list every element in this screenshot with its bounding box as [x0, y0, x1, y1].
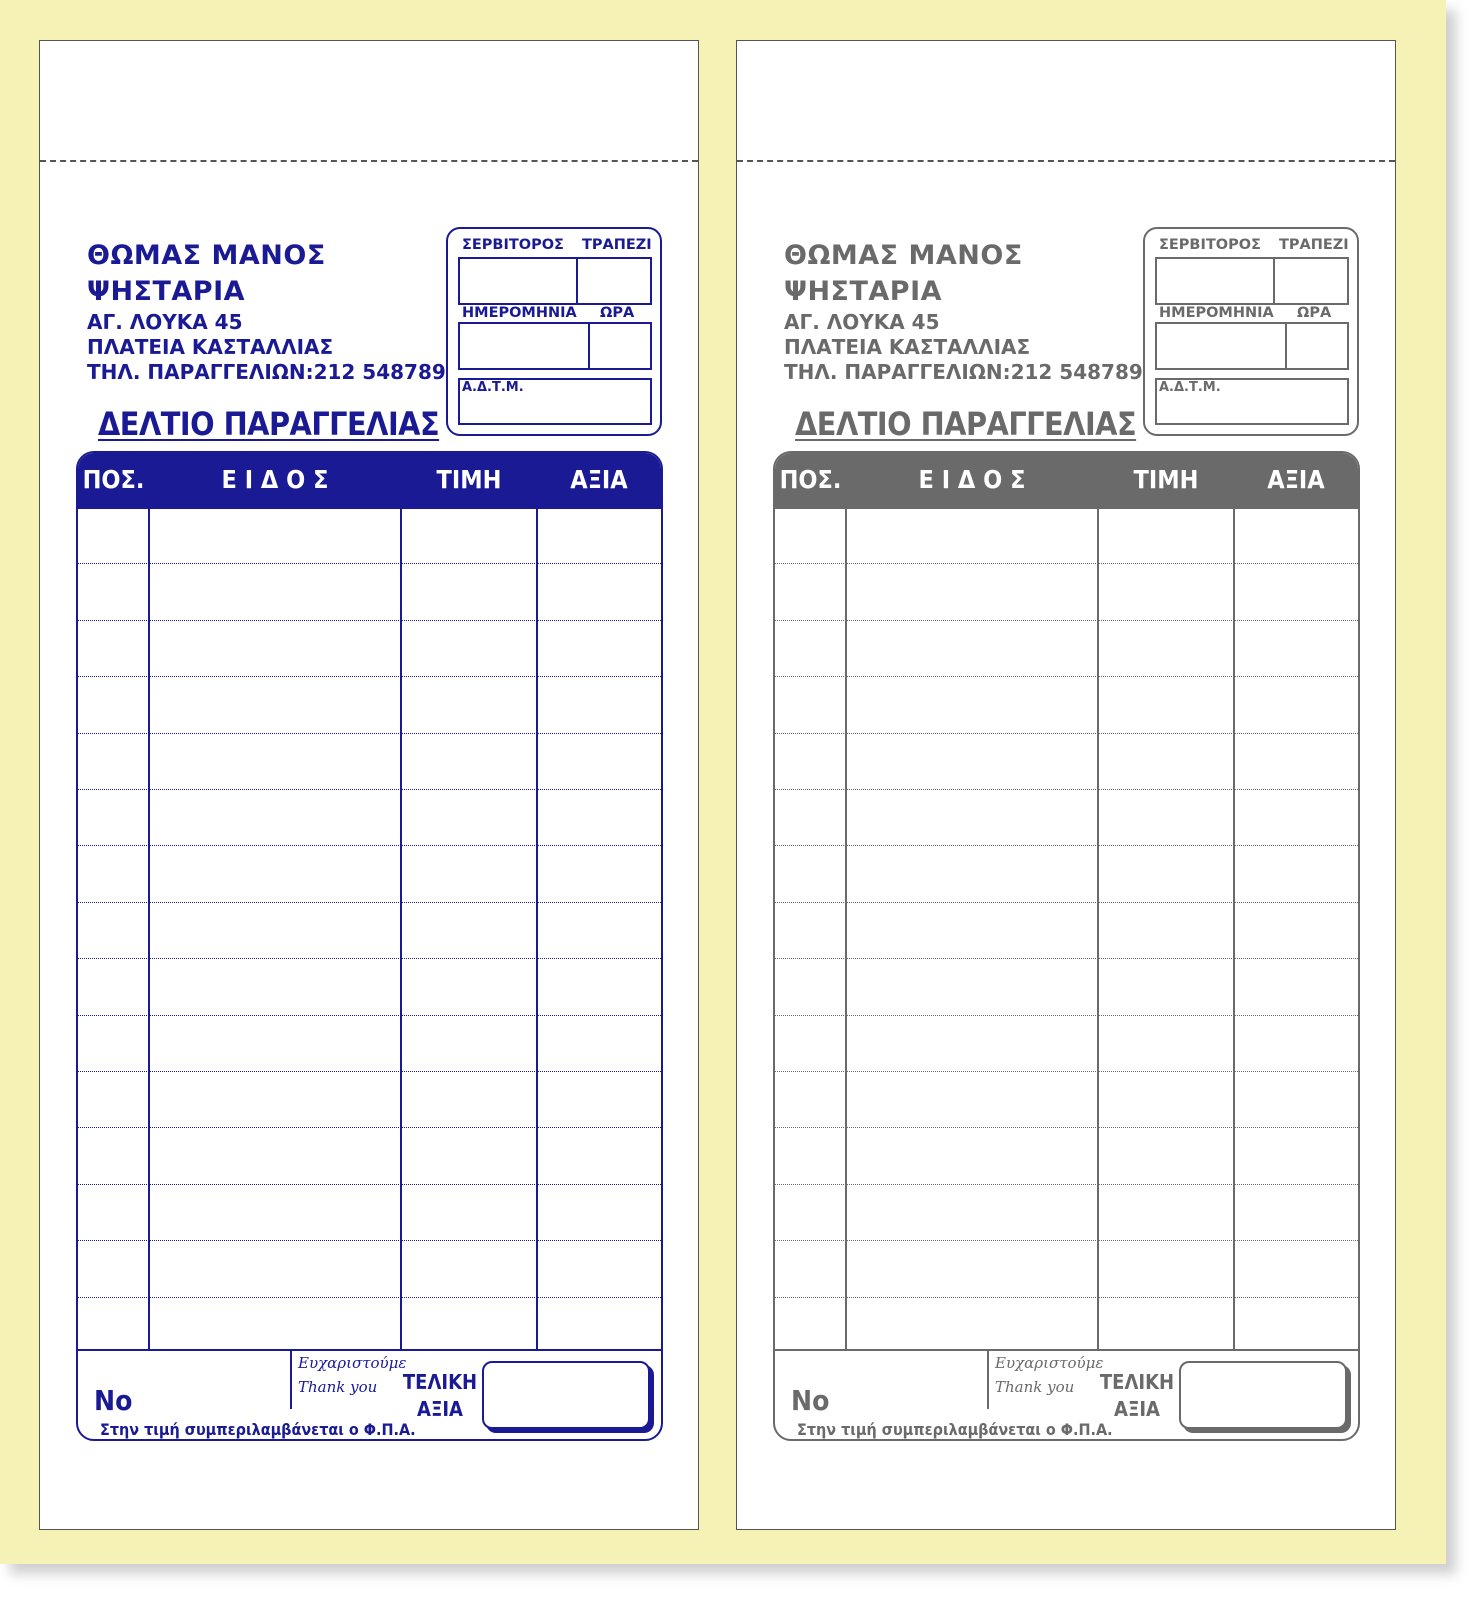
waiter-table-field[interactable]: [458, 257, 652, 305]
business-header: [784, 238, 1143, 385]
col-value: ΑΞΙΑ: [570, 465, 628, 494]
row-rule: [78, 1071, 661, 1072]
total-label-line2: ΑΞΙΑ: [417, 1397, 463, 1421]
order-table: [773, 451, 1360, 1441]
table-label: ΤΡΑΠΕΖΙ: [1279, 237, 1349, 253]
perforation-line: [737, 160, 1395, 162]
adtm-label: Α.Δ.Τ.Μ.: [1159, 380, 1221, 395]
row-rule: [775, 563, 1358, 564]
field-divider: [588, 324, 590, 368]
row-rule: [78, 620, 661, 621]
total-label-line1: ΤΕΛΙΚΗ: [402, 1370, 478, 1394]
row-rule: [775, 902, 1358, 903]
business-type: ΨΗΣΤΑΡΙΑ: [87, 276, 246, 307]
row-rule: [775, 789, 1358, 790]
adtm-field[interactable]: [1155, 378, 1349, 425]
row-rule: [78, 733, 661, 734]
total-label-line2: ΑΞΙΑ: [1114, 1397, 1160, 1421]
row-rule: [78, 563, 661, 564]
business-header: [87, 238, 446, 385]
slip-number-label: No: [791, 1384, 830, 1417]
thanks-note: [987, 1351, 1104, 1409]
row-rule: [775, 1240, 1358, 1241]
col-item: Ε Ι Δ Ο Σ: [918, 465, 1026, 494]
field-divider: [1273, 259, 1275, 303]
business-address: ΑΓ. ΛΟΥΚΑ 45: [784, 310, 940, 334]
time-label: ΩΡΑ: [1297, 305, 1332, 321]
table-header: [78, 453, 661, 507]
col-price: ΤΙΜΗ: [436, 465, 502, 494]
row-rule: [775, 1015, 1358, 1016]
col-quantity: ΠΟΣ.: [779, 465, 842, 494]
document-title: ΔΕΛΤΙΟ ΠΑΡΑΓΓΕΛΙΑΣ: [795, 405, 1137, 443]
total-label-line1: ΤΕΛΙΚΗ: [1099, 1370, 1175, 1394]
date-time-field[interactable]: [1155, 322, 1349, 370]
document-title: ΔΕΛΤΙΟ ΠΑΡΑΓΓΕΛΙΑΣ: [98, 405, 440, 443]
vat-note: Στην τιμή συμπεριλαμβάνεται ο Φ.Π.Α.: [100, 1420, 416, 1439]
row-rule: [78, 1015, 661, 1016]
adtm-label: Α.Δ.Τ.Μ.: [462, 380, 524, 395]
table-header: [775, 453, 1358, 507]
row-rule: [78, 1127, 661, 1128]
business-name: ΘΩΜΑΣ ΜΑΝΟΣ: [784, 240, 1023, 271]
thanks-greek: Ευχαριστούμε: [298, 1354, 407, 1372]
order-slip-original: [39, 40, 699, 1530]
row-rule: [775, 620, 1358, 621]
col-quantity: ΠΟΣ.: [82, 465, 145, 494]
row-rule: [775, 733, 1358, 734]
thanks-english: Thank you: [298, 1378, 378, 1396]
row-rule: [78, 845, 661, 846]
perforation-line: [40, 160, 698, 162]
thanks-note: [290, 1351, 407, 1409]
total-label: [400, 1369, 480, 1423]
header-rule: [775, 507, 1358, 509]
row-rule: [78, 676, 661, 677]
waiter-table-field[interactable]: [1155, 257, 1349, 305]
time-label: ΩΡΑ: [600, 305, 635, 321]
row-rule: [775, 845, 1358, 846]
business-square: ΠΛΑΤΕΙΑ ΚΑΣΤΑΛΛΙΑΣ: [87, 335, 334, 359]
row-rule: [775, 676, 1358, 677]
total-field[interactable]: [1179, 1361, 1347, 1429]
row-rule: [775, 1127, 1358, 1128]
info-box: [446, 227, 662, 436]
total-label: [1097, 1369, 1177, 1423]
date-time-field[interactable]: [458, 322, 652, 370]
thanks-greek: Ευχαριστούμε: [995, 1354, 1104, 1372]
business-phone: ΤΗΛ. ΠΑΡΑΓΓΕΛΙΩΝ:212 548789: [784, 360, 1143, 384]
order-table: [76, 451, 663, 1441]
field-divider: [1285, 324, 1287, 368]
row-rule: [78, 1184, 661, 1185]
row-rule: [775, 1071, 1358, 1072]
row-rule: [78, 789, 661, 790]
row-rule: [78, 1297, 661, 1298]
waiter-label: ΣΕΡΒΙΤΟΡΟΣ: [1159, 237, 1261, 253]
table-label: ΤΡΑΠΕΖΙ: [582, 237, 652, 253]
adtm-field[interactable]: [458, 378, 652, 425]
col-item: Ε Ι Δ Ο Σ: [221, 465, 329, 494]
header-rule: [78, 507, 661, 509]
slip-number-label: No: [94, 1384, 133, 1417]
business-square: ΠΛΑΤΕΙΑ ΚΑΣΤΑΛΛΙΑΣ: [784, 335, 1031, 359]
row-rule: [775, 958, 1358, 959]
col-value: ΑΞΙΑ: [1267, 465, 1325, 494]
total-field[interactable]: [482, 1361, 650, 1429]
row-rule: [775, 1297, 1358, 1298]
business-address: ΑΓ. ΛΟΥΚΑ 45: [87, 310, 243, 334]
business-name: ΘΩΜΑΣ ΜΑΝΟΣ: [87, 240, 326, 271]
field-divider: [576, 259, 578, 303]
row-rule: [78, 1240, 661, 1241]
thanks-english: Thank you: [995, 1378, 1075, 1396]
date-label: ΗΜΕΡΟΜΗΝΙΑ: [462, 305, 577, 321]
col-price: ΤΙΜΗ: [1133, 465, 1199, 494]
row-rule: [78, 902, 661, 903]
order-slip-copy: [736, 40, 1396, 1530]
business-type: ΨΗΣΤΑΡΙΑ: [784, 276, 943, 307]
row-rule: [775, 1184, 1358, 1185]
vat-note: Στην τιμή συμπεριλαμβάνεται ο Φ.Π.Α.: [797, 1420, 1113, 1439]
business-phone: ΤΗΛ. ΠΑΡΑΓΓΕΛΙΩΝ:212 548789: [87, 360, 446, 384]
date-label: ΗΜΕΡΟΜΗΝΙΑ: [1159, 305, 1274, 321]
row-rule: [78, 958, 661, 959]
info-box: [1143, 227, 1359, 436]
waiter-label: ΣΕΡΒΙΤΟΡΟΣ: [462, 237, 564, 253]
